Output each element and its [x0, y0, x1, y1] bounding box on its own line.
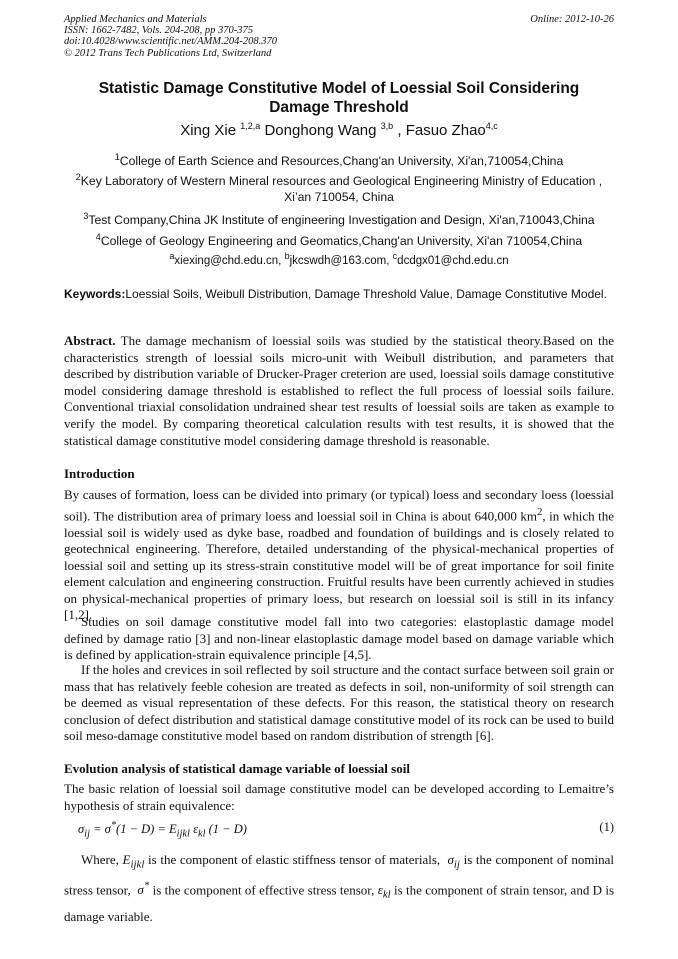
email-mark: c	[392, 251, 398, 261]
intro-paragraph-1	[64, 487, 614, 624]
affiliation-text: Test Company,China JK Institute of engineering Investigation and Design, Xi'an,710043,China	[88, 213, 595, 228]
superscript: 2	[536, 505, 543, 518]
email-link[interactable]: dcdgx01@chd.edu.cn	[397, 254, 509, 267]
section2-where-paragraph	[64, 849, 614, 927]
affiliation-mark: 4	[95, 232, 101, 242]
paragraph-text: is the component of nominal stress tensor,	[64, 852, 614, 897]
copyright-line: © 2012 Trans Tech Publications Ltd, Switzerland	[64, 47, 272, 59]
paragraph-text: By causes of formation, loess can be divided into primary (or typical) loess and secondary loess (loessial soil). The distribution area of primary loess and loessial soil in China is about 640,000 km	[64, 487, 614, 523]
affiliation-mark: 3	[83, 211, 89, 221]
keywords-text: Loessial Soils, Weibull Distribution, Damage Threshold Value, Damage Constitutive Model.	[125, 287, 607, 301]
email-mark: b	[284, 251, 290, 261]
doi-line: doi:10.4028/www.scientific.net/AMM.204-208.370	[64, 36, 277, 48]
email-link[interactable]: jkcswdh@163.com,	[289, 254, 390, 267]
author-affiliation-mark: 1,2,a	[240, 121, 261, 131]
section-heading-introduction: Introduction	[64, 466, 135, 481]
keywords-label: Keywords:	[64, 287, 126, 301]
affiliation-3	[62, 208, 616, 228]
online-date: Online: 2012-10-26	[530, 14, 614, 25]
abstract-label: Abstract.	[64, 333, 116, 348]
affiliation-mark: 1	[114, 152, 120, 162]
section-heading-evolution: Evolution analysis of statistical damage variable of loessial soil	[64, 761, 410, 776]
symbol-sigma-ij: $\sigma_{ij}$	[447, 852, 460, 871]
paragraph-text: , in which the loessial soil is widely used as dyke base, roadbed and foundation of buildings and is closely related to geotechnical engineering. Therefore, detailed understanding of the physical-mechanical properties of loessial soil and setting up its stress-strain constitutive model will be of great importance for soil finite element calculation and engineering construction. Fruitful results have been currently achieved in studies on physical-mechanical properties of primary loess, but research on loessial soil is still in its infancy [1,2].	[64, 507, 615, 623]
issn-line: ISSN: 1662-7482, Vols. 204-208, pp 370-375	[64, 25, 253, 37]
author-emails	[0, 251, 678, 267]
paragraph-text: Studies on soil damage constitutive model fall into two categories: elastoplastic damage model defined by damage ratio [3] and non-linear elastoplastic damage model based on damage variable which is defined by application-strain equivalence principle [4,5].	[64, 614, 614, 663]
affiliation-text: Key Laboratory of Western Mineral resources and Geological Engineering Ministry of Education , Xi’an 710054, China	[80, 174, 603, 205]
page-header	[64, 14, 614, 59]
symbol-E-ijkl: $E_{ijkl}$	[122, 852, 145, 871]
section2-paragraph: The basic relation of loessial soil damage constitutive model can be developed according to Lemaitre’s hypothesis of strain equivalence:	[64, 781, 614, 813]
journal-name: Applied Mechanics and Materials	[64, 14, 207, 25]
paragraph-text: Where,	[81, 852, 119, 867]
email-mark: a	[169, 251, 175, 261]
author-affiliation-mark: 3,b	[380, 121, 394, 131]
author-list: Xing Xie $^{1,2,a}$ Donghong Wang $^{3,b}$ , Fasuo Zhao$^{4,c}$	[180, 121, 498, 139]
paragraph-text: is the component of strain tensor, and D is damage variable.	[64, 881, 615, 924]
paper-title: Statistic Damage Constitutive Model of Loessial Soil Considering Damage Threshold	[98, 80, 580, 116]
affiliation-1	[62, 149, 616, 169]
equation-body: $\sigma_{ij} = \sigma^*(1 - D) = E_{ijkl}$ $\varepsilon_{kl}$ (1 − D)	[78, 820, 247, 840]
abstract	[64, 333, 614, 449]
author-affiliation-mark: 4,c	[485, 121, 498, 131]
email-link[interactable]: xiexing@chd.edu.cn,	[174, 254, 282, 267]
affiliation-mark: 2	[75, 172, 81, 182]
equation-number: (1)	[599, 820, 614, 834]
paragraph-text: If the holes and crevices in soil reflected by soil structure and the contact surface between soil grain or mass that has relatively feeble cohesion are treated as defects in soil, non-uniformity of soil strength can be deemed as visual representation of these defects. For this reason, the statistical theory on research conclusion of defect distribution and statistical damage constitutive model of its rock can be used to build soil meso-damage constitutive model based on random distribution of strength [6].	[64, 662, 614, 744]
affiliation-4	[62, 229, 616, 249]
affiliation-text: College of Earth Science and Resources,Chang'an University, Xi'an,710054,China	[119, 154, 564, 169]
equation-1	[78, 820, 614, 840]
keywords	[64, 286, 614, 302]
symbol-sigma-star: σ*	[137, 879, 150, 897]
intro-paragraph-3	[64, 662, 614, 745]
symbol-epsilon-kl: $\varepsilon_{kl}$	[377, 881, 391, 901]
affiliation-text: College of Geology Engineering and Geomatics,Chang'an University, Xi'an 710054,China	[100, 234, 583, 249]
author-name: Fasuo Zhao	[405, 122, 486, 139]
intro-paragraph-2	[64, 614, 614, 664]
paragraph-text: is the component of elastic stiffness tensor of materials,	[148, 852, 441, 867]
affiliation-2	[62, 169, 616, 205]
author-name: Xing Xie	[180, 122, 237, 139]
abstract-text: The damage mechanism of loessial soils was studied by the statistical theory.Based on the characteristics strength of loessial soils micro-unit with Weibull distribution, and parameters that described by distribution variable of Drucker-Prager creterion are used, loessial soils damage constitutive model considering damage threshold is established to reflect the full process of loessial soils failure. Conventional triaxial consolidation undrained shear test results of loessial soils are taken as example to verify the model. By comparing theoretical calculation results with test results, it is showed that the statistical damage constitutive model considering damage threshold is reasonable.	[64, 333, 614, 448]
paragraph-text: is the component of effective stress tensor,	[152, 881, 375, 897]
author-name: Donghong Wang	[264, 122, 377, 139]
